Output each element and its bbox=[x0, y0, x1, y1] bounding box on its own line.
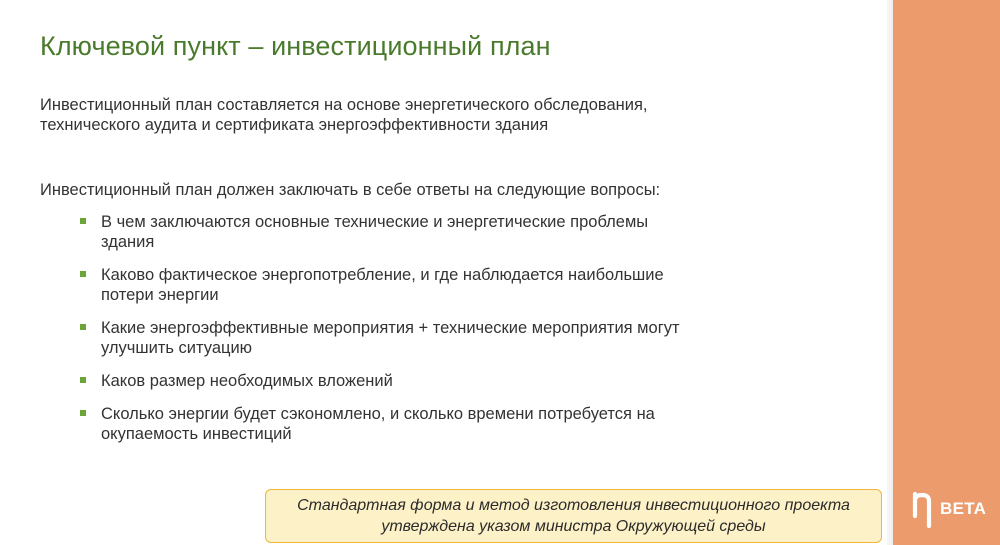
questions-list bbox=[80, 212, 780, 457]
list-item-line: здания bbox=[101, 233, 155, 251]
list-item bbox=[80, 404, 780, 444]
right-accent-band bbox=[893, 0, 1000, 545]
list-item-line: Каков размер необходимых вложений bbox=[101, 372, 393, 390]
callout-line: утверждена указом министра Окружующей среды bbox=[381, 518, 766, 535]
square-bullet-icon bbox=[80, 410, 86, 416]
list-item-line: Каково фактическое энергопотребление, и где наблюдается наибольшие bbox=[101, 266, 664, 284]
square-bullet-icon bbox=[80, 324, 86, 330]
intro-paragraph bbox=[40, 95, 740, 135]
square-bullet-icon bbox=[80, 218, 86, 224]
list-item-line: улучшить ситуацию bbox=[101, 339, 253, 357]
intro-line: технического аудита и сертификата энергоэффективности здания bbox=[40, 116, 549, 134]
list-item-line: Сколько энергии будет сэкономлено, и сколько времени потребуется на bbox=[101, 405, 655, 423]
beta-logo bbox=[910, 488, 995, 528]
list-item-line: Какие энергоэффективные мероприятия + технические мероприятия могут bbox=[101, 319, 680, 337]
list-item bbox=[80, 265, 780, 305]
list-item-line: окупаемость инвестиций bbox=[101, 425, 292, 443]
list-item bbox=[80, 318, 780, 358]
list-item-line: В чем заключаются основные технические и энергетические проблемы bbox=[101, 213, 649, 231]
square-bullet-icon bbox=[80, 377, 86, 383]
callout-line: Стандартная форма и метод изготовления инвестиционного проекта bbox=[297, 497, 850, 514]
logo-text: BETA bbox=[940, 499, 987, 518]
list-item bbox=[80, 212, 780, 252]
list-item bbox=[80, 371, 780, 391]
eta-icon bbox=[910, 488, 936, 528]
slide-title: Ключевой пункт – инвестиционный план bbox=[40, 31, 551, 61]
intro-line: Инвестиционный план составляется на основе энергетического обследования, bbox=[40, 96, 648, 114]
callout-note bbox=[265, 489, 882, 543]
square-bullet-icon bbox=[80, 271, 86, 277]
list-item-line: потери энергии bbox=[101, 286, 219, 304]
questions-lead: Инвестиционный план должен заключать в себе ответы на следующие вопросы: bbox=[40, 181, 661, 199]
